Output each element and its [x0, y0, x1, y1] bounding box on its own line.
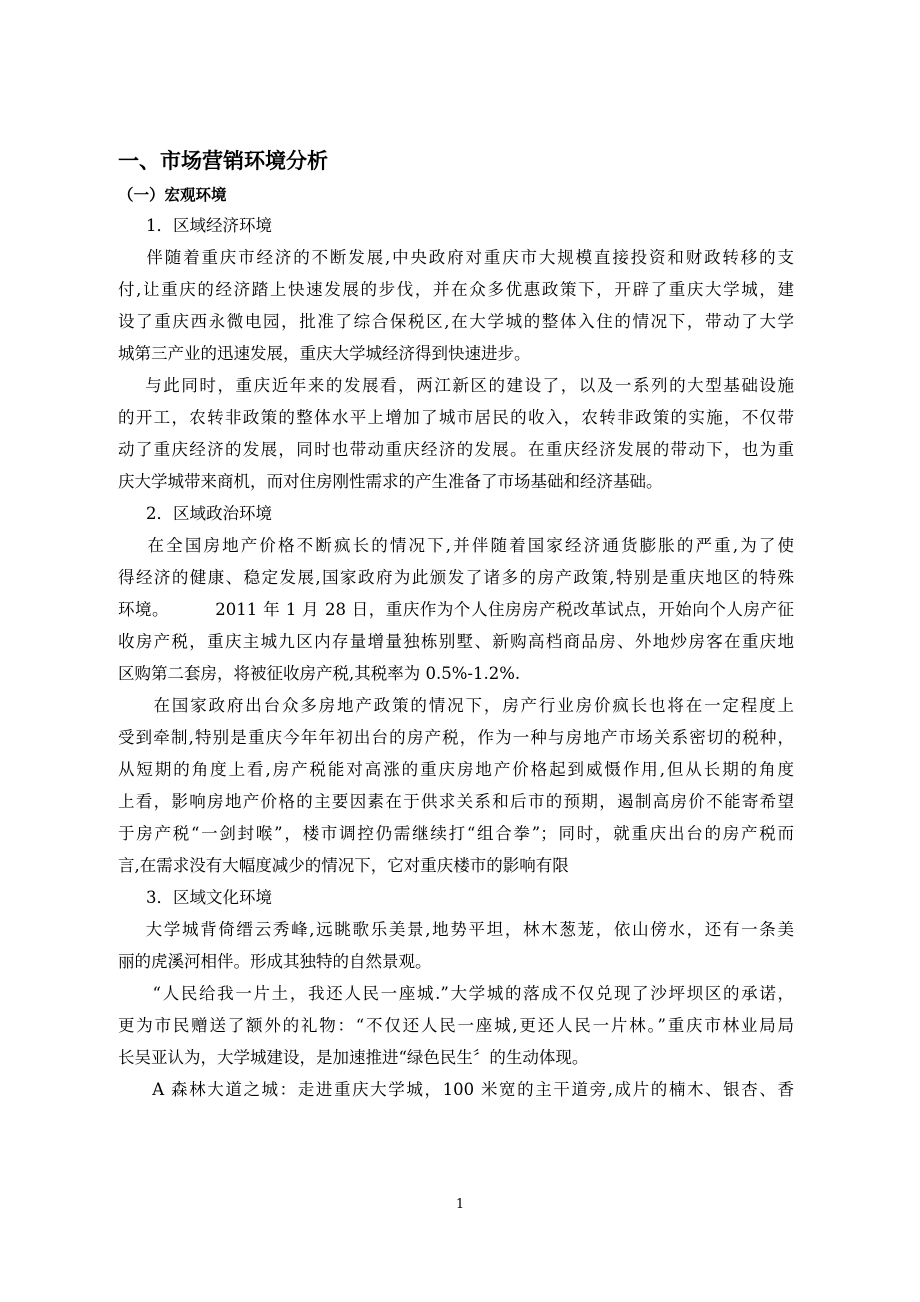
text-line: 城第三产业的迅速发展，重庆大学城经济得到快速进步。	[118, 344, 531, 363]
text-line: 庆大学城带来商机，而对住房刚性需求的产生准备了市场基础和经济基础。	[118, 472, 663, 491]
paragraph	[118, 978, 794, 1074]
text-line: 与此同时，重庆近年来的发展看，两江新区的建设了，以及一系列的大型基础设施	[118, 376, 794, 395]
text-line: 受到牵制,特别是重庆今年年初出台的房产税，作为一种与房地产市场关系密切的税种，	[118, 728, 794, 747]
page-number: 1	[455, 1197, 465, 1212]
text-line: 长吴亚认为，大学城建设，是加速推进“绿色民生〞的生动体现。	[118, 1048, 589, 1067]
paragraph	[118, 530, 794, 690]
text-line: 在全国房地产价格不断疯长的情况下,并伴随着国家经济通货膨胀的严重,为了使	[118, 536, 794, 555]
text-line: 丽的虎溪河相伴。形成其独特的自然景观。	[118, 952, 432, 971]
text-line: 环境。 2011 年 1 月 28 日，重庆作为个人住房房产税改革试点，开始向个人房产征	[118, 600, 794, 619]
text-line: 伴随着重庆市经济的不断发展,中央政府对重庆市大规模直接投资和财政转移的支	[118, 248, 794, 267]
text-line: 言,在需求没有大幅度减少的情况下，它对重庆楼市的影响有限	[118, 856, 569, 875]
text-line: “人民给我一片土，我还人民一座城.”大学城的落成不仅兑现了沙坪坝区的承诺，	[118, 984, 794, 1003]
text-line: 收房产税，重庆主城九区内存量增量独栋别墅、新购高档商品房、外地炒房客在重庆地	[118, 632, 794, 651]
text-line: A 森林大道之城：走进重庆大学城，100 米宽的主干道旁,成片的楠木、银杏、香	[118, 1080, 794, 1099]
section-heading: 一、市场营销环境分析	[118, 149, 328, 173]
text-line: 得经济的健康、稳定发展,国家政府为此颁发了诸多的房产政策,特别是重庆地区的特殊	[118, 568, 794, 587]
subsection-heading: （一）宏观环境	[118, 186, 227, 204]
sections-container	[118, 210, 794, 1106]
text-line: 区购第二套房，将被征收房产税,其税率为 0.5%-1.2%.	[118, 664, 521, 683]
text-line: 上看，影响房地产价格的主要因素在于供求关系和后市的预期，遏制高房价不能寄希望	[118, 792, 794, 811]
section-title: 3．区域文化环境	[146, 888, 272, 907]
text-line: 的开工，农转非政策的整体水平上增加了城市居民的收入，农转非政策的实施，不仅带	[118, 408, 794, 427]
text-line: 大学城背倚缙云秀峰,远眺歌乐美景,地势平坦，林木葱茏，依山傍水，还有一条美	[118, 920, 794, 939]
text-line: 于房产税“一剑封喉”，楼市调控仍需继续打“组合拳”；同时，就重庆出台的房产税而	[118, 824, 794, 843]
section-title: 2．区域政治环境	[146, 504, 272, 523]
text-line: 在国家政府出台众多房地产政策的情况下，房产行业房价疯长也将在一定程度上	[118, 696, 794, 715]
paragraph	[118, 690, 794, 882]
paragraph	[118, 1074, 794, 1106]
text-line: 从短期的角度上看,房产税能对高涨的重庆房地产价格起到威慑作用,但从长期的角度	[118, 760, 794, 779]
text-line: 更为市民赠送了额外的礼物：“不仅还人民一座城,更还人民一片林。”重庆市林业局局	[118, 1016, 794, 1035]
text-line: 设了重庆西永微电园，批准了综合保税区,在大学城的整体入住的情况下，带动了大学	[118, 312, 794, 331]
paragraph	[118, 370, 794, 498]
paragraph	[118, 242, 794, 370]
paragraph	[118, 914, 794, 978]
section-title: 1．区域经济环境	[146, 216, 272, 235]
text-line: 动了重庆经济的发展，同时也带动重庆经济的发展。在重庆经济发展的带动下，也为重	[118, 440, 794, 459]
text-line: 付,让重庆的经济踏上快速发展的步伐，并在众多优惠政策下，开辟了重庆大学城，建	[118, 280, 794, 299]
document-body	[118, 146, 794, 1106]
